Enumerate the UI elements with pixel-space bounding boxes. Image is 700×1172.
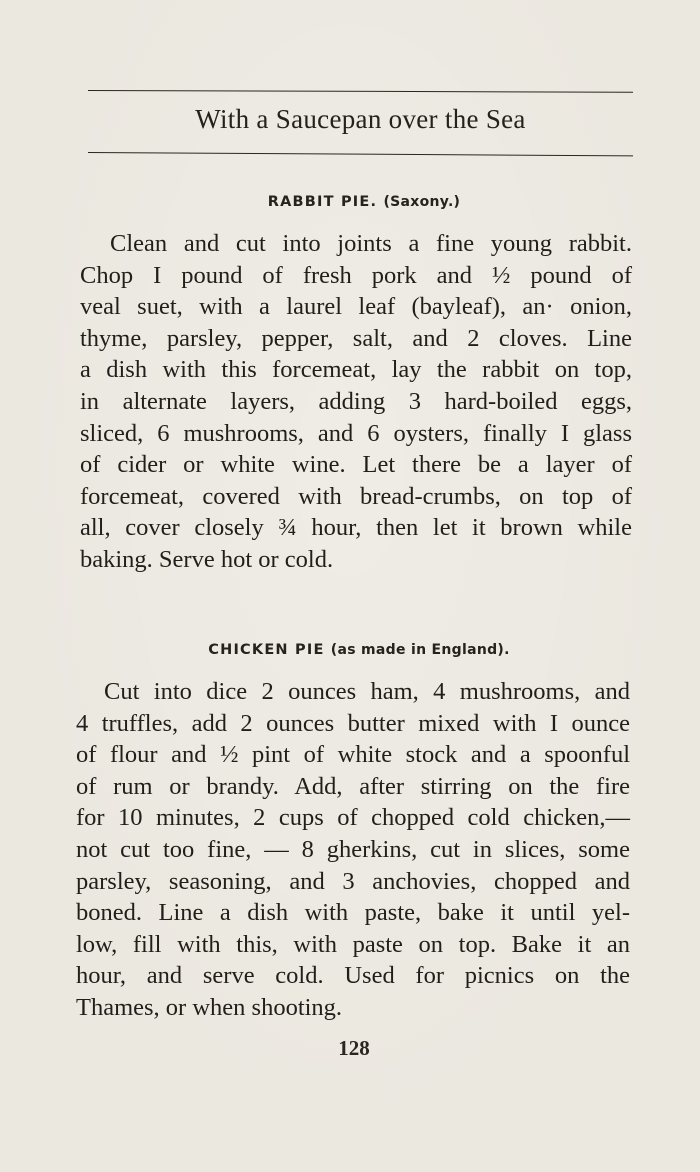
page-number: 128 xyxy=(338,1036,370,1060)
recipe-title: CHICKEN PIE xyxy=(208,642,325,658)
text-line: Clean and cut into joints a fine young rabbit. xyxy=(110,230,632,257)
header-rule-bottom xyxy=(88,152,633,156)
text-line: veal suet, with a laurel leaf (bayleaf), an· onion, xyxy=(80,293,632,321)
recipe-heading-rabbit-pie xyxy=(0,194,700,210)
text-line: of flour and ½ pint of white stock and a spoonful xyxy=(76,741,630,769)
recipe-subtitle: (as made in England). xyxy=(330,642,510,658)
text-line: thyme, parsley, pepper, salt, and 2 cloves. Line xyxy=(80,324,632,352)
recipe-body-chicken-pie xyxy=(76,676,630,1024)
text-line: Chop I pound of fresh pork and ½ pound of xyxy=(80,261,632,289)
text-line: a dish with this forcemeat, lay the rabbit on top, xyxy=(80,356,632,384)
text-line: baking. Serve hot or cold. xyxy=(80,545,334,573)
text-line: sliced, 6 mushrooms, and 6 oysters, finally I glass xyxy=(80,419,632,447)
text-line: 4 truffles, add 2 ounces butter mixed with I ounce xyxy=(76,709,630,737)
text-line: boned. Line a dish with paste, bake it until yel- xyxy=(76,899,630,927)
recipe-heading-chicken-pie xyxy=(0,642,700,658)
text-line: in alternate layers, adding 3 hard-boiled eggs, xyxy=(80,387,632,415)
text-line: Cut into dice 2 ounces ham, 4 mushrooms, and xyxy=(104,678,630,705)
recipe-title: RABBIT PIE. xyxy=(267,194,378,210)
text-line: hour, and serve cold. Used for picnics on the xyxy=(76,962,630,990)
header-rule-top xyxy=(88,90,633,93)
text-line: not cut too fine, — 8 gherkins, cut in slices, some xyxy=(76,835,630,863)
running-head: With a Saucepan over the Sea xyxy=(195,104,526,134)
text-line: forcemeat, covered with bread-crumbs, on top of xyxy=(80,482,632,510)
text-line: low, fill with this, with paste on top. Bake it an xyxy=(76,930,630,958)
text-line: for 10 minutes, 2 cups of chopped cold chicken,— xyxy=(76,804,630,832)
text-line: all, cover closely ¾ hour, then let it brown while xyxy=(80,514,632,542)
text-line: parsley, seasoning, and 3 anchovies, chopped and xyxy=(76,867,630,895)
text-line: of cider or white wine. Let there be a layer of xyxy=(80,451,632,479)
text-line: Thames, or when shooting. xyxy=(76,993,343,1021)
text-line: of rum or brandy. Add, after stirring on the fire xyxy=(76,772,630,800)
recipe-body-rabbit-pie xyxy=(80,228,632,576)
recipe-subtitle: (Saxony.) xyxy=(383,194,461,210)
